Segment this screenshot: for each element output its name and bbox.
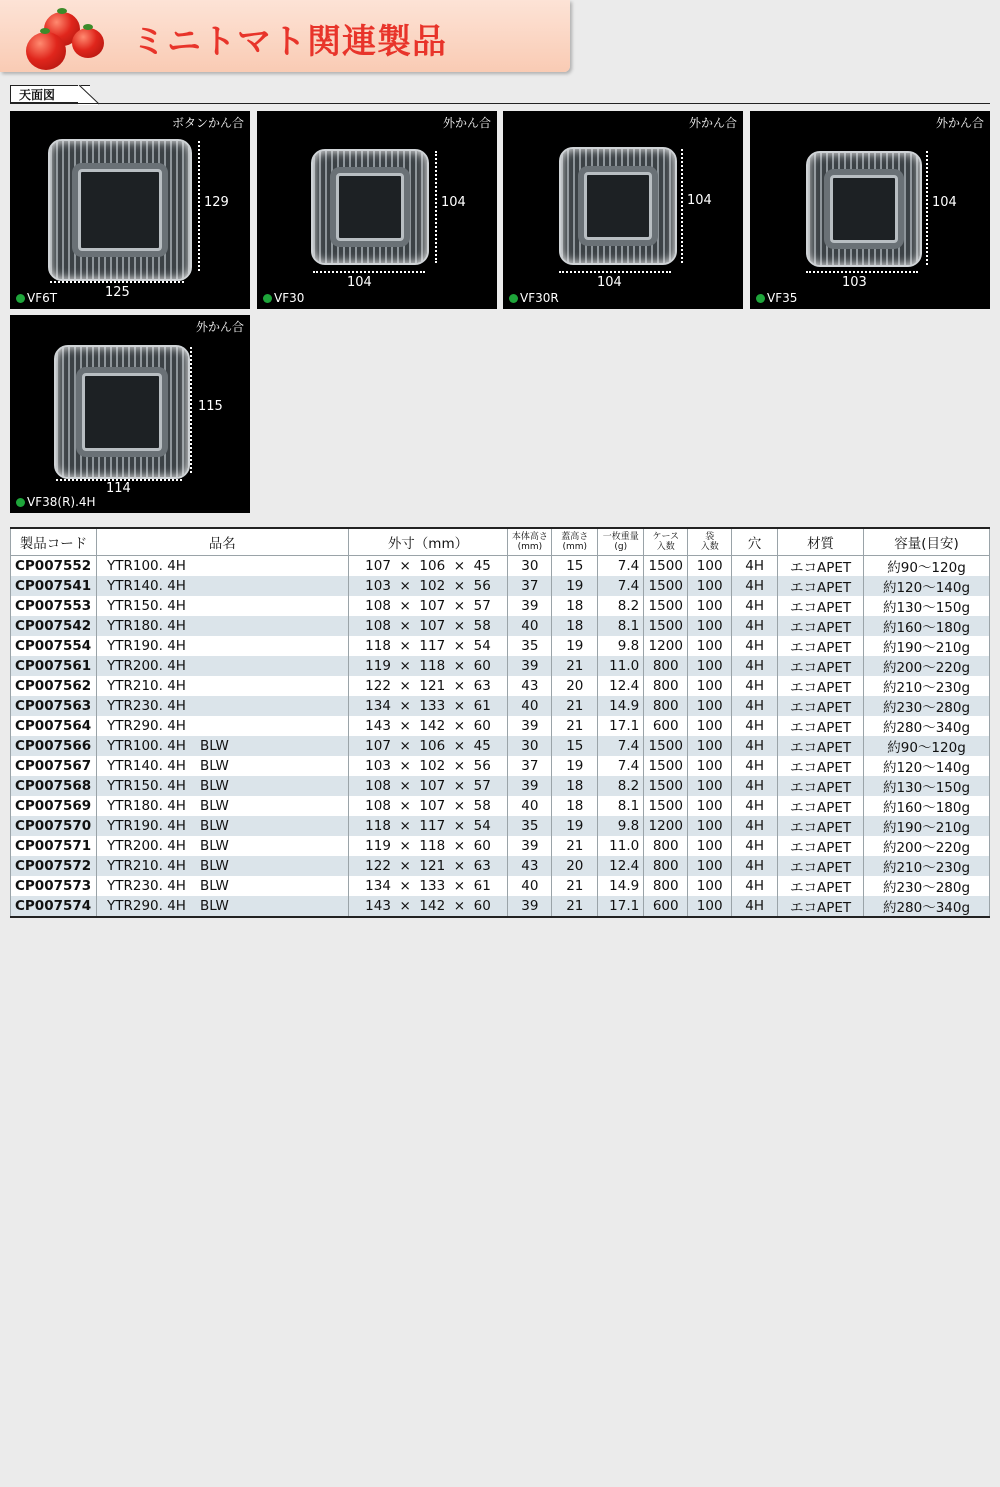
weight-cell: 9.8 [598, 816, 644, 836]
bag-qty-cell: 100 [688, 596, 732, 616]
product-name-cell: YTR200. 4H [96, 656, 348, 676]
dimensions-cell: 118 × 117 × 54 [348, 816, 508, 836]
hole-cell: 4H [732, 896, 778, 917]
body-height-cell: 30 [508, 736, 552, 756]
case-qty-cell: 800 [644, 696, 688, 716]
lid-height-cell: 15 [552, 556, 598, 577]
bag-qty-cell: 100 [688, 616, 732, 636]
dimensions-cell: 122 × 121 × 63 [348, 856, 508, 876]
header-hole: 穴 [732, 528, 778, 556]
dimensions-cell: 118 × 117 × 54 [348, 636, 508, 656]
capacity-cell: 約200～220g [864, 836, 990, 856]
weight-cell: 11.0 [598, 836, 644, 856]
hole-cell: 4H [732, 736, 778, 756]
model-code: VF35 [756, 291, 797, 305]
capacity-cell: 約190～210g [864, 816, 990, 836]
table-row [11, 656, 990, 676]
width-dimension-line [559, 271, 671, 273]
hole-cell: 4H [732, 636, 778, 656]
material-cell: エコAPET [778, 696, 864, 716]
weight-cell: 8.1 [598, 796, 644, 816]
body-height-cell: 40 [508, 876, 552, 896]
header-material: 材質 [778, 528, 864, 556]
case-qty-cell: 1500 [644, 776, 688, 796]
dimensions-cell: 143 × 142 × 60 [348, 716, 508, 736]
bag-qty-cell: 100 [688, 776, 732, 796]
body-height-cell: 43 [508, 856, 552, 876]
table-row [11, 816, 990, 836]
dimensions-cell: 119 × 118 × 60 [348, 656, 508, 676]
capacity-cell: 約120～140g [864, 576, 990, 596]
product-name-cell: YTR180. 4H BLW [96, 796, 348, 816]
lid-height-cell: 21 [552, 696, 598, 716]
bag-qty-cell: 100 [688, 836, 732, 856]
case-qty-cell: 1500 [644, 596, 688, 616]
container-image [559, 147, 677, 265]
case-qty-cell: 600 [644, 896, 688, 917]
body-height-cell: 39 [508, 656, 552, 676]
tomato-icon [72, 28, 104, 58]
header-dims: 外寸（mm） [348, 528, 508, 556]
width-dimension: 104 [347, 275, 372, 290]
material-cell: エコAPET [778, 836, 864, 856]
material-cell: エコAPET [778, 896, 864, 917]
material-cell: エコAPET [778, 676, 864, 696]
dimensions-cell: 122 × 121 × 63 [348, 676, 508, 696]
case-qty-cell: 1500 [644, 556, 688, 577]
table-row [11, 736, 990, 756]
product-code-cell: CP007554 [11, 636, 97, 656]
capacity-cell: 約210～230g [864, 856, 990, 876]
page-title: ミニトマト関連製品 [132, 22, 447, 62]
case-qty-cell: 1500 [644, 616, 688, 636]
header-code: 製品コード [11, 528, 97, 556]
bag-qty-cell: 100 [688, 876, 732, 896]
dimensions-cell: 143 × 142 × 60 [348, 896, 508, 917]
hole-cell: 4H [732, 556, 778, 577]
dimensions-cell: 107 × 106 × 45 [348, 736, 508, 756]
case-qty-cell: 800 [644, 856, 688, 876]
case-qty-cell: 1200 [644, 816, 688, 836]
header-lid-height: 蓋高さ (mm) [552, 528, 598, 556]
lid-height-cell: 18 [552, 796, 598, 816]
header-bag-qty: 袋 入数 [688, 528, 732, 556]
hole-cell: 4H [732, 716, 778, 736]
dimensions-cell: 103 × 102 × 56 [348, 576, 508, 596]
height-dimension-line [926, 151, 928, 265]
case-qty-cell: 1200 [644, 636, 688, 656]
lid-height-cell: 19 [552, 756, 598, 776]
product-code-cell: CP007553 [11, 596, 97, 616]
product-image-vf30r [503, 111, 743, 309]
product-code-cell: CP007568 [11, 776, 97, 796]
weight-cell: 14.9 [598, 876, 644, 896]
table-row [11, 796, 990, 816]
body-height-cell: 37 [508, 576, 552, 596]
table-row [11, 576, 990, 596]
product-image-vf38 [10, 315, 250, 513]
hole-cell: 4H [732, 656, 778, 676]
section-label: 天面図 [10, 85, 90, 103]
body-height-cell: 43 [508, 676, 552, 696]
table-row [11, 676, 990, 696]
weight-cell: 7.4 [598, 556, 644, 577]
dimensions-cell: 134 × 133 × 61 [348, 696, 508, 716]
width-dimension: 104 [597, 275, 622, 290]
header-weight: 一枚重量 (g) [598, 528, 644, 556]
product-name-cell: YTR230. 4H [96, 696, 348, 716]
lid-height-cell: 19 [552, 576, 598, 596]
body-height-cell: 35 [508, 636, 552, 656]
product-code-cell: CP007561 [11, 656, 97, 676]
fit-type-label: 外かん合 [442, 116, 491, 130]
body-height-cell: 30 [508, 556, 552, 577]
table-row [11, 876, 990, 896]
body-height-cell: 39 [508, 716, 552, 736]
table-row [11, 696, 990, 716]
hole-cell: 4H [732, 876, 778, 896]
product-name-cell: YTR210. 4H [96, 676, 348, 696]
dimensions-cell: 103 × 102 × 56 [348, 756, 508, 776]
width-dimension: 103 [842, 275, 867, 290]
product-name-cell: YTR100. 4H BLW [96, 736, 348, 756]
bag-qty-cell: 100 [688, 896, 732, 917]
case-qty-cell: 800 [644, 656, 688, 676]
width-dimension-line [313, 271, 425, 273]
lid-height-cell: 21 [552, 836, 598, 856]
weight-cell: 17.1 [598, 716, 644, 736]
body-height-cell: 37 [508, 756, 552, 776]
weight-cell: 12.4 [598, 676, 644, 696]
capacity-cell: 約90～120g [864, 556, 990, 577]
section-divider [10, 103, 990, 104]
bag-qty-cell: 100 [688, 656, 732, 676]
material-cell: エコAPET [778, 736, 864, 756]
dimensions-cell: 134 × 133 × 61 [348, 876, 508, 896]
hole-cell: 4H [732, 776, 778, 796]
material-cell: エコAPET [778, 576, 864, 596]
bag-qty-cell: 100 [688, 856, 732, 876]
width-dimension-line [50, 281, 184, 283]
bag-qty-cell: 100 [688, 556, 732, 577]
header-banner [0, 0, 570, 72]
lid-height-cell: 18 [552, 616, 598, 636]
capacity-cell: 約130～150g [864, 596, 990, 616]
product-code-cell: CP007552 [11, 556, 97, 577]
lid-height-cell: 21 [552, 876, 598, 896]
width-dimension: 125 [105, 285, 130, 300]
width-dimension: 114 [106, 481, 131, 496]
capacity-cell: 約230～280g [864, 696, 990, 716]
weight-cell: 8.2 [598, 596, 644, 616]
capacity-cell: 約230～280g [864, 876, 990, 896]
lid-height-cell: 18 [552, 596, 598, 616]
container-image [806, 151, 922, 267]
product-code-cell: CP007562 [11, 676, 97, 696]
hole-cell: 4H [732, 836, 778, 856]
height-dimension: 104 [932, 195, 957, 210]
hole-cell: 4H [732, 616, 778, 636]
fit-type-label: 外かん合 [935, 116, 984, 130]
container-image [48, 139, 192, 281]
model-code: VF6T [16, 291, 57, 305]
product-name-cell: YTR190. 4H [96, 636, 348, 656]
material-cell: エコAPET [778, 876, 864, 896]
container-image [311, 149, 429, 265]
product-code-cell: CP007567 [11, 756, 97, 776]
weight-cell: 7.4 [598, 736, 644, 756]
hole-cell: 4H [732, 696, 778, 716]
weight-cell: 11.0 [598, 656, 644, 676]
weight-cell: 7.4 [598, 576, 644, 596]
fit-type-label: 外かん合 [688, 116, 737, 130]
case-qty-cell: 1500 [644, 576, 688, 596]
height-dimension: 104 [687, 193, 712, 208]
dimensions-cell: 108 × 107 × 58 [348, 616, 508, 636]
weight-cell: 14.9 [598, 696, 644, 716]
section-tab-slant [78, 85, 100, 105]
product-code-cell: CP007564 [11, 716, 97, 736]
table-row [11, 636, 990, 656]
capacity-cell: 約210～230g [864, 676, 990, 696]
hole-cell: 4H [732, 856, 778, 876]
weight-cell: 8.2 [598, 776, 644, 796]
lid-height-cell: 18 [552, 776, 598, 796]
dimensions-cell: 108 × 107 × 57 [348, 596, 508, 616]
product-name-cell: YTR190. 4H BLW [96, 816, 348, 836]
model-code: VF38(R).4H [16, 495, 96, 509]
weight-cell: 9.8 [598, 636, 644, 656]
body-height-cell: 40 [508, 796, 552, 816]
height-dimension: 129 [204, 195, 229, 210]
product-name-cell: YTR150. 4H BLW [96, 776, 348, 796]
model-code: VF30 [263, 291, 304, 305]
body-height-cell: 39 [508, 896, 552, 917]
table-row [11, 556, 990, 577]
material-cell: エコAPET [778, 596, 864, 616]
header-capacity: 容量(目安) [864, 528, 990, 556]
case-qty-cell: 1500 [644, 756, 688, 776]
body-height-cell: 40 [508, 616, 552, 636]
product-name-cell: YTR290. 4H BLW [96, 896, 348, 917]
body-height-cell: 40 [508, 696, 552, 716]
material-cell: エコAPET [778, 716, 864, 736]
product-name-cell: YTR150. 4H [96, 596, 348, 616]
bag-qty-cell: 100 [688, 716, 732, 736]
product-name-cell: YTR210. 4H BLW [96, 856, 348, 876]
height-dimension-line [198, 141, 200, 271]
table-row [11, 856, 990, 876]
capacity-cell: 約160～180g [864, 616, 990, 636]
dimensions-cell: 119 × 118 × 60 [348, 836, 508, 856]
product-code-cell: CP007572 [11, 856, 97, 876]
width-dimension-line [806, 271, 918, 273]
material-cell: エコAPET [778, 756, 864, 776]
lid-height-cell: 15 [552, 736, 598, 756]
body-height-cell: 39 [508, 836, 552, 856]
bag-qty-cell: 100 [688, 756, 732, 776]
table-row [11, 756, 990, 776]
case-qty-cell: 800 [644, 676, 688, 696]
table-row [11, 836, 990, 856]
product-code-cell: CP007570 [11, 816, 97, 836]
product-code-cell: CP007541 [11, 576, 97, 596]
height-dimension: 104 [441, 195, 466, 210]
product-code-cell: CP007573 [11, 876, 97, 896]
product-name-cell: YTR200. 4H BLW [96, 836, 348, 856]
table-row [11, 776, 990, 796]
container-image [54, 345, 190, 479]
weight-cell: 17.1 [598, 896, 644, 917]
lid-height-cell: 21 [552, 656, 598, 676]
capacity-cell: 約120～140g [864, 756, 990, 776]
lid-height-cell: 19 [552, 816, 598, 836]
material-cell: エコAPET [778, 796, 864, 816]
bag-qty-cell: 100 [688, 696, 732, 716]
dimensions-cell: 107 × 106 × 45 [348, 556, 508, 577]
weight-cell: 12.4 [598, 856, 644, 876]
lid-height-cell: 20 [552, 676, 598, 696]
body-height-cell: 39 [508, 776, 552, 796]
capacity-cell: 約280～340g [864, 896, 990, 917]
bag-qty-cell: 100 [688, 796, 732, 816]
lid-height-cell: 21 [552, 896, 598, 917]
product-code-cell: CP007571 [11, 836, 97, 856]
hole-cell: 4H [732, 676, 778, 696]
case-qty-cell: 800 [644, 876, 688, 896]
capacity-cell: 約200～220g [864, 656, 990, 676]
table-row [11, 716, 990, 736]
material-cell: エコAPET [778, 636, 864, 656]
height-dimension-line [190, 347, 192, 473]
fit-type-label: 外かん合 [195, 320, 244, 334]
material-cell: エコAPET [778, 776, 864, 796]
hole-cell: 4H [732, 796, 778, 816]
product-name-cell: YTR100. 4H [96, 556, 348, 577]
case-qty-cell: 1500 [644, 736, 688, 756]
product-image-vf35 [750, 111, 990, 309]
capacity-cell: 約160～180g [864, 796, 990, 816]
product-spec-table [10, 527, 990, 918]
capacity-cell: 約90～120g [864, 736, 990, 756]
product-name-cell: YTR140. 4H [96, 576, 348, 596]
body-height-cell: 39 [508, 596, 552, 616]
hole-cell: 4H [732, 756, 778, 776]
hole-cell: 4H [732, 596, 778, 616]
bag-qty-cell: 100 [688, 736, 732, 756]
bag-qty-cell: 100 [688, 636, 732, 656]
weight-cell: 8.1 [598, 616, 644, 636]
product-name-cell: YTR180. 4H [96, 616, 348, 636]
material-cell: エコAPET [778, 556, 864, 577]
material-cell: エコAPET [778, 656, 864, 676]
hole-cell: 4H [732, 576, 778, 596]
height-dimension: 115 [198, 399, 223, 414]
header-name: 品名 [96, 528, 348, 556]
lid-height-cell: 21 [552, 716, 598, 736]
lid-height-cell: 20 [552, 856, 598, 876]
body-height-cell: 35 [508, 816, 552, 836]
material-cell: エコAPET [778, 816, 864, 836]
product-name-cell: YTR230. 4H BLW [96, 876, 348, 896]
product-code-cell: CP007566 [11, 736, 97, 756]
case-qty-cell: 1500 [644, 796, 688, 816]
bag-qty-cell: 100 [688, 676, 732, 696]
product-name-cell: YTR290. 4H [96, 716, 348, 736]
bag-qty-cell: 100 [688, 816, 732, 836]
case-qty-cell: 600 [644, 716, 688, 736]
bag-qty-cell: 100 [688, 576, 732, 596]
dimensions-cell: 108 × 107 × 58 [348, 796, 508, 816]
product-code-cell: CP007542 [11, 616, 97, 636]
table-row [11, 896, 990, 917]
product-code-cell: CP007563 [11, 696, 97, 716]
header-case-qty: ケース 入数 [644, 528, 688, 556]
product-image-vf30 [257, 111, 497, 309]
hole-cell: 4H [732, 816, 778, 836]
product-name-cell: YTR140. 4H BLW [96, 756, 348, 776]
header-body-height: 本体高さ (mm) [508, 528, 552, 556]
table-header-row [11, 528, 990, 556]
case-qty-cell: 800 [644, 836, 688, 856]
capacity-cell: 約130～150g [864, 776, 990, 796]
fit-type-label: ボタンかん合 [171, 116, 244, 130]
capacity-cell: 約280～340g [864, 716, 990, 736]
lid-height-cell: 19 [552, 636, 598, 656]
material-cell: エコAPET [778, 616, 864, 636]
table-row [11, 616, 990, 636]
table-row [11, 596, 990, 616]
material-cell: エコAPET [778, 856, 864, 876]
product-code-cell: CP007569 [11, 796, 97, 816]
height-dimension-line [435, 151, 437, 263]
weight-cell: 7.4 [598, 756, 644, 776]
tomato-icon [26, 32, 66, 70]
product-code-cell: CP007574 [11, 896, 97, 917]
model-code: VF30R [509, 291, 559, 305]
height-dimension-line [681, 149, 683, 263]
capacity-cell: 約190～210g [864, 636, 990, 656]
dimensions-cell: 108 × 107 × 57 [348, 776, 508, 796]
product-image-vf6t [10, 111, 250, 309]
